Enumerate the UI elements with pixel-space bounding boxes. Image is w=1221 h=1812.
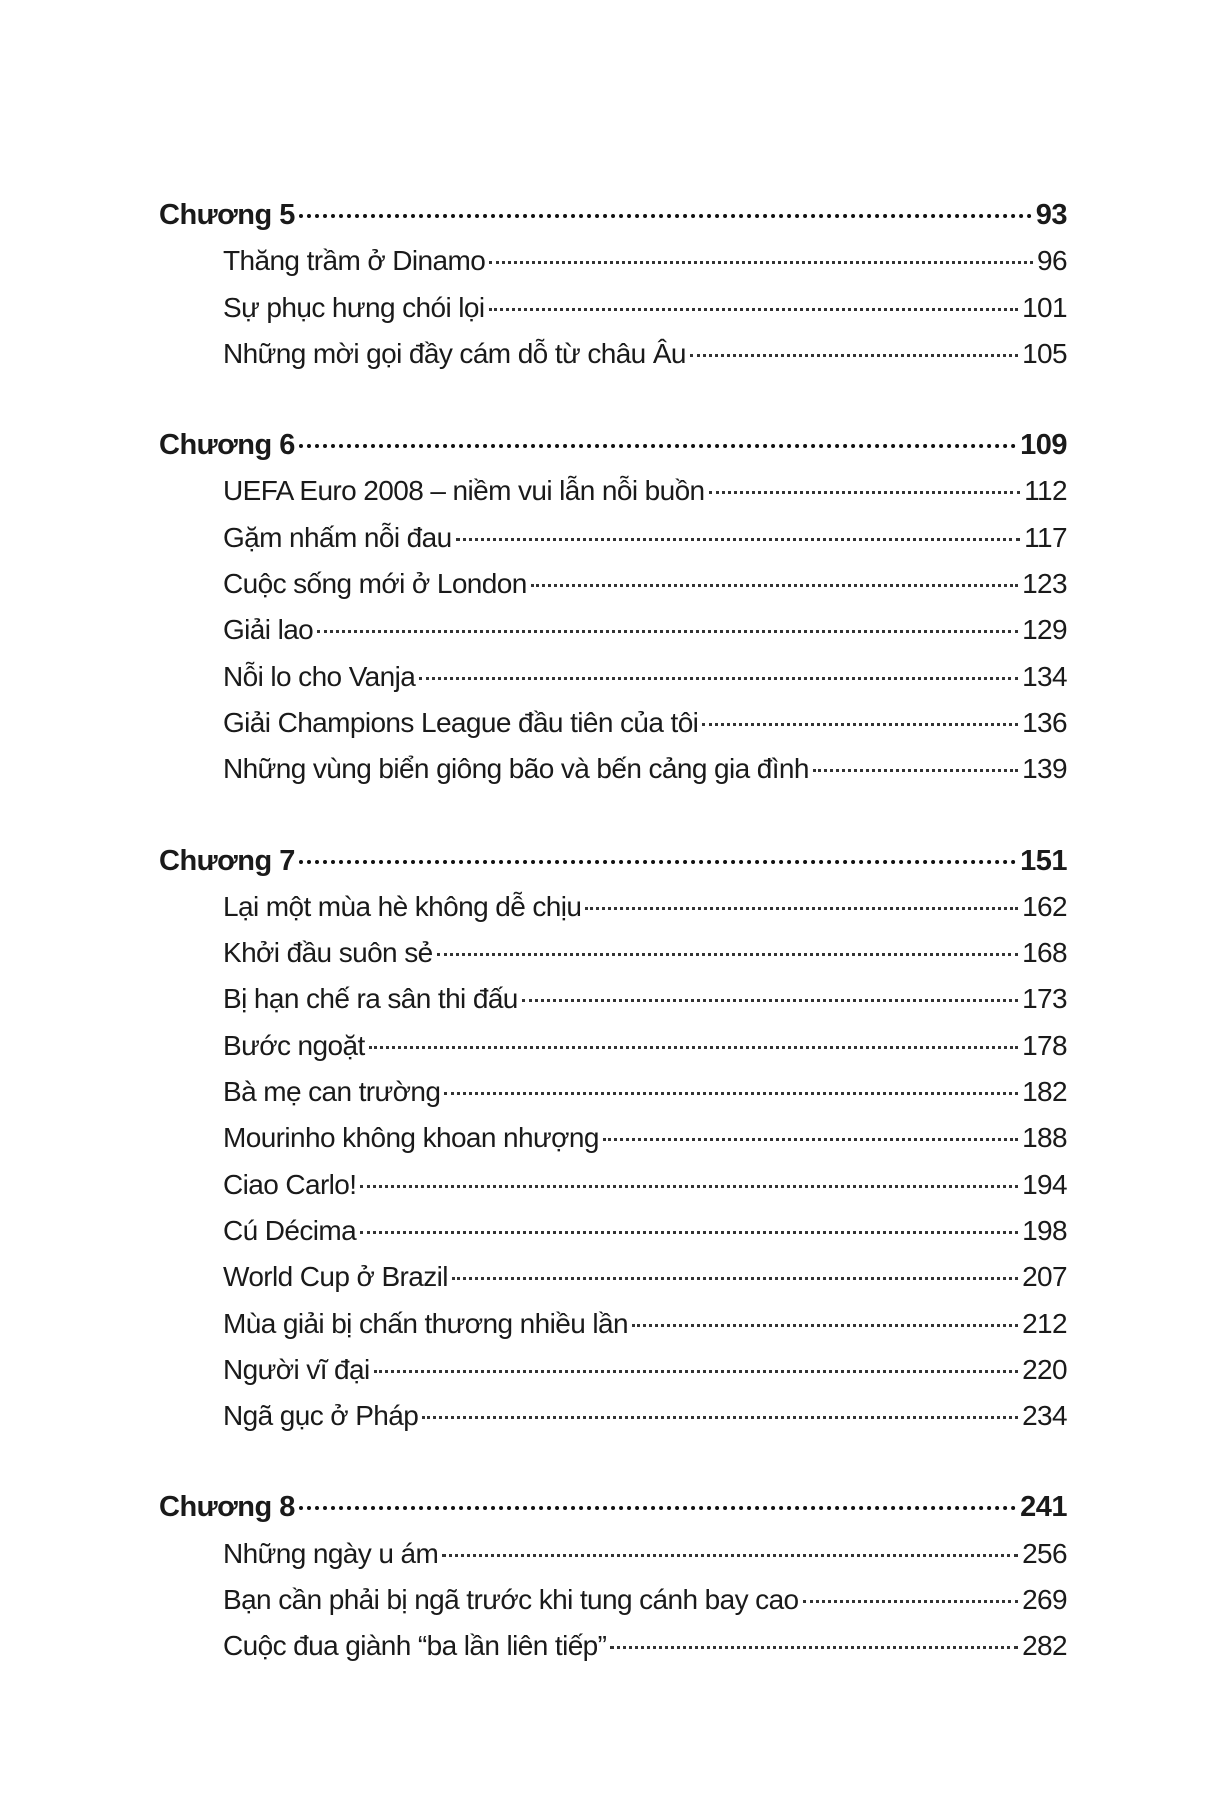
chapter-page-number: 93 xyxy=(1035,199,1067,231)
dot-leader xyxy=(690,354,1018,357)
section-title: Lại một mùa hè không dễ chịu xyxy=(223,890,582,922)
section-entry xyxy=(159,700,1067,746)
section-entry xyxy=(159,1254,1067,1300)
section-title: Ngã gục ở Pháp xyxy=(223,1400,419,1432)
chapter-page-number: 151 xyxy=(1020,844,1067,877)
section-entry xyxy=(159,1162,1067,1208)
section-title: Gặm nhấm nỗi đau xyxy=(223,521,452,553)
dot-leader xyxy=(360,1231,1018,1234)
section-page-number: 282 xyxy=(1022,1630,1067,1662)
section-page-number: 256 xyxy=(1022,1537,1067,1569)
section-entry xyxy=(159,561,1067,607)
chapter-heading xyxy=(159,1484,1067,1530)
dot-leader xyxy=(632,1324,1018,1327)
section-title: Những mời gọi đầy cám dỗ từ châu Âu xyxy=(223,337,686,369)
table-of-contents xyxy=(159,192,1067,1715)
section-page-number: 105 xyxy=(1022,337,1067,369)
section-title: Sự phục hưng chói lọi xyxy=(223,291,485,323)
section-title: Ciao Carlo! xyxy=(223,1168,357,1200)
section-entry xyxy=(159,1208,1067,1254)
section-page-number: 212 xyxy=(1022,1307,1067,1339)
section-title: Người vĩ đại xyxy=(223,1353,370,1385)
section-title: Khởi đầu suôn sẻ xyxy=(223,937,433,969)
chapter-block xyxy=(159,1484,1067,1669)
section-page-number: 234 xyxy=(1022,1400,1067,1432)
section-entry xyxy=(159,515,1067,561)
section-title: Bà mẹ can trường xyxy=(223,1076,441,1108)
chapter-block xyxy=(159,422,1067,792)
section-entry xyxy=(159,468,1067,514)
section-entry xyxy=(159,1623,1067,1669)
section-entry xyxy=(159,654,1067,700)
section-title: Những vùng biển giông bão và bến cảng gia đình xyxy=(223,753,809,785)
section-title: World Cup ở Brazil xyxy=(223,1261,448,1293)
section-entry xyxy=(159,884,1067,930)
section-page-number: 101 xyxy=(1022,291,1067,323)
dot-leader xyxy=(437,953,1019,956)
section-entry xyxy=(159,607,1067,653)
section-title: Giải Champions League đầu tiên của tôi xyxy=(223,706,699,738)
section-page-number: 178 xyxy=(1022,1029,1067,1061)
dot-leader xyxy=(489,261,1033,264)
dot-leader xyxy=(419,677,1018,680)
section-page-number: 96 xyxy=(1037,245,1067,277)
section-title: Bước ngoặt xyxy=(223,1029,365,1061)
section-page-number: 112 xyxy=(1024,475,1067,507)
section-title: Bị hạn chế ra sân thi đấu xyxy=(223,983,518,1015)
dot-leader xyxy=(374,1370,1018,1373)
dot-leader xyxy=(585,907,1018,910)
section-title: Thăng trầm ở Dinamo xyxy=(223,245,486,277)
section-title: Nỗi lo cho Vanja xyxy=(223,660,416,692)
chapter-heading xyxy=(159,422,1067,468)
section-page-number: 198 xyxy=(1022,1214,1067,1246)
section-title: Bạn cần phải bị ngã trước khi tung cánh bay cao xyxy=(223,1584,799,1616)
section-page-number: 220 xyxy=(1022,1353,1067,1385)
dot-leader xyxy=(299,444,1016,448)
chapter-page-number: 241 xyxy=(1020,1491,1067,1524)
section-entry xyxy=(159,238,1067,284)
dot-leader xyxy=(489,308,1019,311)
section-page-number: 136 xyxy=(1022,706,1067,738)
chapter-heading xyxy=(159,838,1067,884)
section-page-number: 139 xyxy=(1022,753,1067,785)
section-page-number: 168 xyxy=(1022,937,1067,969)
chapter-title: Chương 6 xyxy=(159,429,295,462)
section-page-number: 162 xyxy=(1022,890,1067,922)
section-title: Mourinho không khoan nhượng xyxy=(223,1122,599,1154)
section-entry xyxy=(159,1023,1067,1069)
section-page-number: 134 xyxy=(1022,660,1067,692)
dot-leader xyxy=(299,860,1016,864)
section-page-number: 182 xyxy=(1022,1076,1067,1108)
section-page-number: 129 xyxy=(1022,614,1067,646)
dot-leader xyxy=(369,1046,1018,1049)
section-entry xyxy=(159,746,1067,792)
section-title: Những ngày u ám xyxy=(223,1537,439,1569)
section-title: UEFA Euro 2008 – niềm vui lẫn nỗi buồn xyxy=(223,475,705,507)
chapter-page-number: 109 xyxy=(1020,429,1067,462)
dot-leader xyxy=(444,1092,1018,1095)
dot-leader xyxy=(452,1277,1018,1280)
section-title: Giải lao xyxy=(223,614,314,646)
dot-leader xyxy=(317,630,1018,633)
section-entry xyxy=(159,285,1067,331)
section-title: Cuộc đua giành “ba lần liên tiếp” xyxy=(223,1630,607,1662)
section-entry xyxy=(159,1577,1067,1623)
dot-leader xyxy=(610,1646,1018,1649)
section-page-number: 123 xyxy=(1022,568,1067,600)
dot-leader xyxy=(456,538,1021,541)
dot-leader xyxy=(442,1554,1018,1557)
section-title: Cú Décima xyxy=(223,1214,357,1246)
section-title: Mùa giải bị chấn thương nhiều lần xyxy=(223,1307,628,1339)
section-page-number: 194 xyxy=(1022,1168,1067,1200)
section-entry xyxy=(159,1301,1067,1347)
dot-leader xyxy=(522,999,1018,1002)
dot-leader xyxy=(531,584,1018,587)
dot-leader xyxy=(709,491,1021,494)
chapter-title: Chương 5 xyxy=(159,199,295,231)
section-page-number: 207 xyxy=(1022,1261,1067,1293)
dot-leader xyxy=(603,1138,1018,1141)
section-entry xyxy=(159,331,1067,377)
dot-leader xyxy=(702,723,1018,726)
section-title: Cuộc sống mới ở London xyxy=(223,568,527,600)
dot-leader xyxy=(360,1185,1018,1188)
section-entry xyxy=(159,930,1067,976)
dot-leader xyxy=(803,1600,1019,1603)
dot-leader xyxy=(299,214,1032,218)
section-entry xyxy=(159,1115,1067,1161)
section-entry xyxy=(159,1347,1067,1393)
section-entry xyxy=(159,1531,1067,1577)
chapter-title: Chương 8 xyxy=(159,1491,295,1524)
chapter-block xyxy=(159,838,1067,1440)
section-page-number: 117 xyxy=(1024,521,1067,553)
chapter-block xyxy=(159,192,1067,377)
chapter-heading xyxy=(159,192,1067,238)
section-page-number: 188 xyxy=(1022,1122,1067,1154)
section-entry xyxy=(159,1069,1067,1115)
dot-leader xyxy=(813,769,1018,772)
section-page-number: 173 xyxy=(1022,983,1067,1015)
section-entry xyxy=(159,1393,1067,1439)
chapter-title: Chương 7 xyxy=(159,844,295,877)
dot-leader xyxy=(299,1506,1016,1510)
section-page-number: 269 xyxy=(1022,1584,1067,1616)
dot-leader xyxy=(422,1416,1018,1419)
section-entry xyxy=(159,976,1067,1022)
